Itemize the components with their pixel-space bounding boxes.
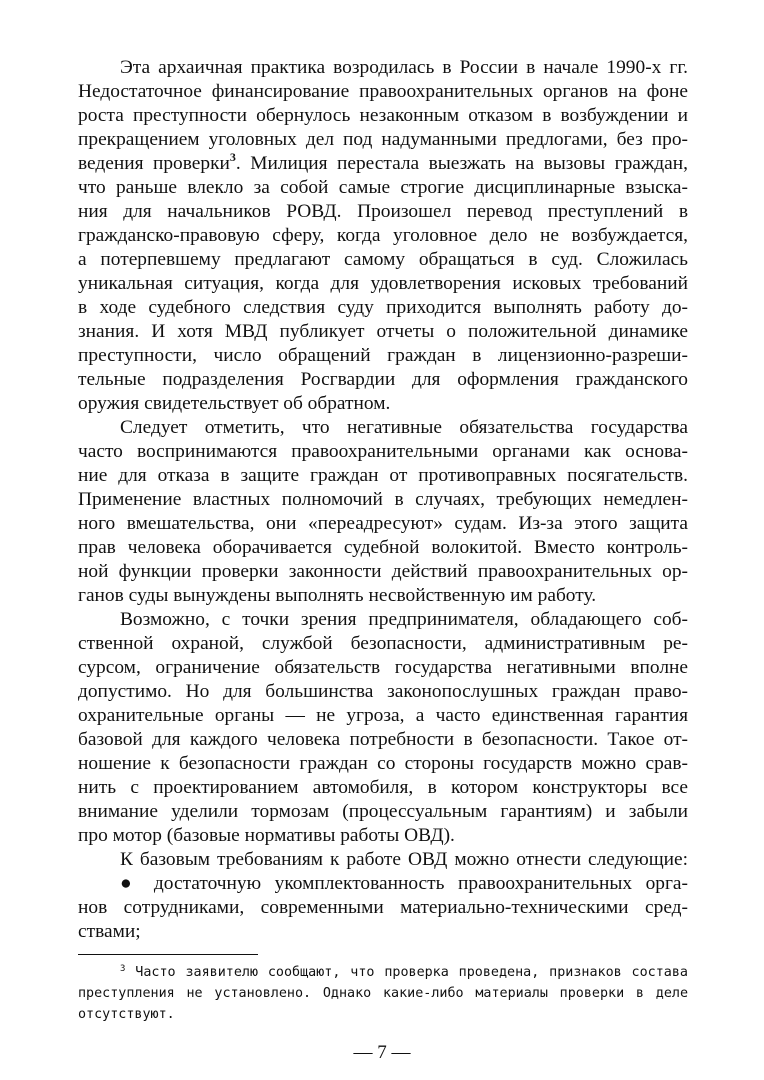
footnote-line: $^3$ Часто заявителю сообщают, что проверка проведена, признаков состава xyxy=(120,964,688,980)
text-line: сурсом, ограничение обязательств государства негативными вполне xyxy=(78,657,688,678)
footnote-marker: 3 xyxy=(120,964,126,974)
text-line: допустимо. Но для большинства законопослушных граждан право- xyxy=(78,681,688,702)
text-line: что раньше влекло за собой самые строгие дисциплинарные взыска- xyxy=(78,177,688,198)
text-line: Возможно, с точки зрения предпринимателя, обладающего соб- xyxy=(120,609,688,630)
text-line: базовой для каждого человека потребности в безопасности. Такое от- xyxy=(78,729,688,750)
text-line: в ходе судебного следствия суду приходится выполнять работу до- xyxy=(78,297,688,318)
text-line: часто воспринимаются правоохранительными органами как основа- xyxy=(78,441,688,462)
text-line: роста преступности обернулось незаконным отказом в возбуждении и xyxy=(78,105,688,126)
page-number: — 7 — xyxy=(353,1042,411,1063)
text-line: ганов суды вынуждены выполнять несвойственную им работу. xyxy=(78,585,597,606)
text-line: ния для начальников РОВД. Произошел перевод преступлений в xyxy=(78,201,688,222)
text-line: знания. И хотя МВД публикует отчеты о положительной динамике xyxy=(78,321,688,342)
footnote-line: преступления не установлено. Однако какие-либо материалы проверки в деле xyxy=(78,986,688,1001)
text-line: К базовым требованиям к работе ОВД можно отнести следующие: xyxy=(120,849,688,870)
text-line: тельные подразделения Росгвардии для оформления гражданского xyxy=(78,369,688,390)
text-line: Эта архаичная практика возродилась в России в начале 1990-х гг. xyxy=(120,57,688,78)
text-line: уникальная ситуация, когда для удовлетворения исковых требований xyxy=(78,273,688,294)
text-line: нить с проектированием автомобиля, в котором конструкторы все xyxy=(78,777,688,798)
footnote-separator xyxy=(78,954,258,955)
text-line: прекращением уголовных дел под надуманными предлогами, без про- xyxy=(78,129,688,150)
text-line: гражданско-правовую сферу, когда уголовное дело не возбуждается, xyxy=(78,225,688,246)
text-line: оружия свидетельствует об обратном. xyxy=(78,393,391,414)
footnote-reference: 3 xyxy=(229,150,236,164)
footnote-line: отсутствуют. xyxy=(78,1007,175,1022)
text-line: ственной охраной, службой безопасности, административным ре- xyxy=(78,633,688,654)
text-line: Применение властных полномочий в случаях, требующих немедлен- xyxy=(78,489,688,510)
text-line: ного вмешательства, они «переадресуют» судам. Из-за этого защита xyxy=(78,513,688,534)
text-line: про мотор (базовые нормативы работы ОВД). xyxy=(78,825,455,846)
text-line: ние для отказа в защите граждан от противоправных посягательств. xyxy=(78,465,688,486)
text-line: Недостаточное финансирование правоохранительных органов на фоне xyxy=(78,81,688,102)
text-line: внимание уделили тормозам (процессуальным гарантиям) и забыли xyxy=(78,801,688,822)
text-line: ствами; xyxy=(78,921,141,942)
text-line: ведения проверки$^3$. Милиция перестала выезжать на вызовы граждан, xyxy=(78,150,689,174)
text-line: а потерпевшему предлагают самому обращаться в суд. Сложилась xyxy=(78,249,688,270)
text-line: Следует отметить, что негативные обязательства государства xyxy=(120,417,688,438)
text-line: охранительные органы — не угроза, а часто единственная гарантия xyxy=(78,705,688,726)
text-line: ношение к безопасности граждан со стороны государств можно срав- xyxy=(78,753,688,774)
text-line: прав человека оборачивается судебной волокитой. Вместо контроль- xyxy=(78,537,688,558)
text-line: ной функции проверки законности действий правоохранительных ор- xyxy=(78,561,688,582)
text-line: нов сотрудниками, современными материально-техническими сред- xyxy=(78,897,688,918)
text-line: преступности, число обращений граждан в лицензионно-разреши- xyxy=(78,345,688,366)
text-line: ● достаточную укомплектованность правоохранительных орга- xyxy=(120,873,688,894)
